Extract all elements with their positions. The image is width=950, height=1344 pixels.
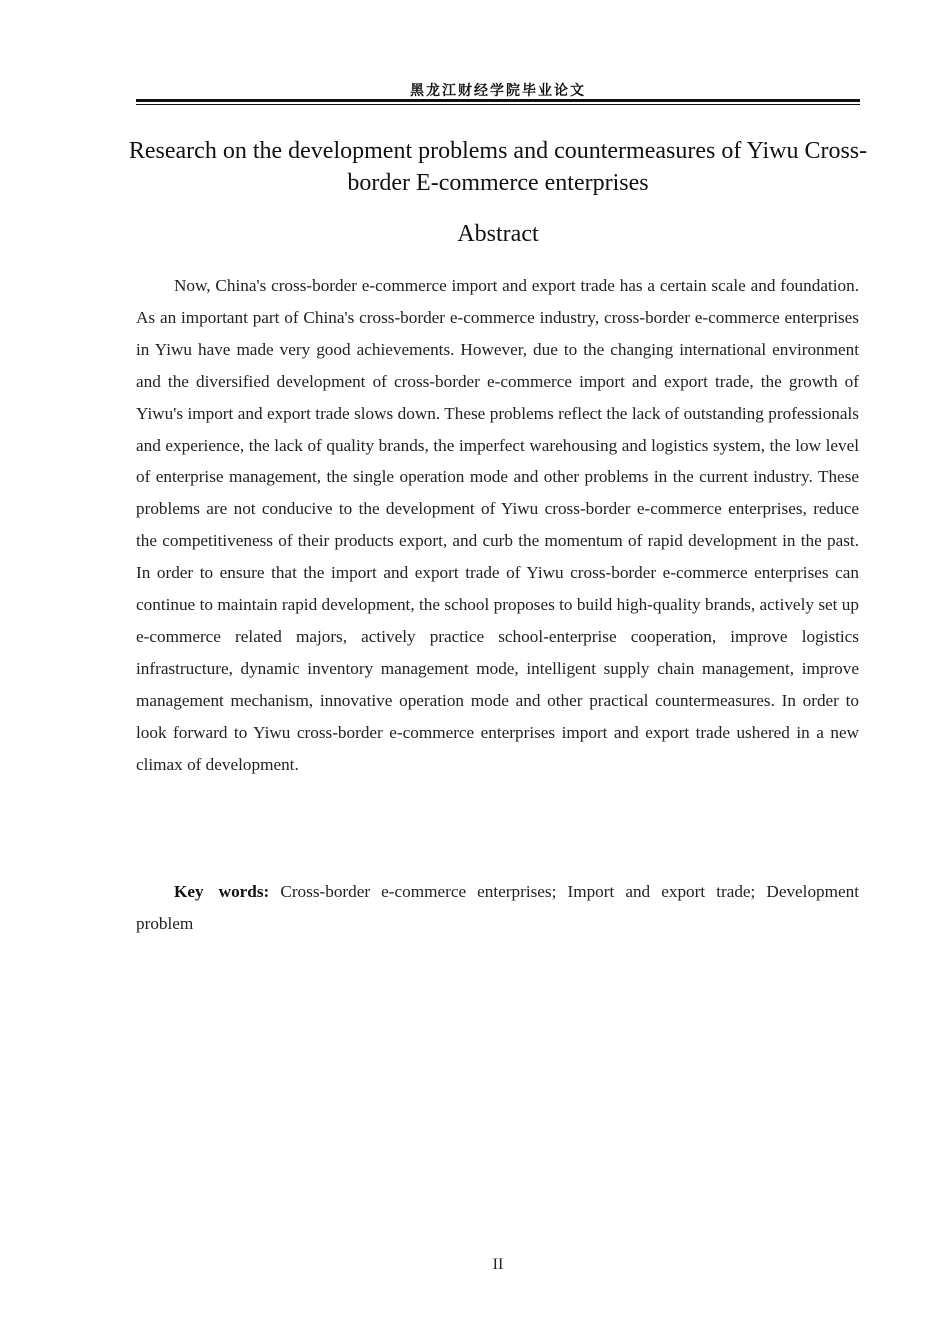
abstract-heading: Abstract <box>457 221 539 247</box>
running-header: 黑龙江财经学院毕业论文 <box>410 83 586 99</box>
keywords-label: Key words: <box>174 882 270 901</box>
header-rule-thick <box>136 99 860 102</box>
page-number: II <box>492 1256 504 1273</box>
document-title: Research on the development problems and countermeasures of Yiwu Cross-border E-commerce enterprises <box>128 138 868 196</box>
header-rule-thin <box>136 104 860 105</box>
abstract-paragraph: Now, China's cross-border e-commerce import and export trade has a certain scale and foundation. As an important part of China's cross-border e-commerce industry, cross-border e-commerce enterprises in Yiwu have made very good achievements. However, due to the changing international environment and the diversified development of cross-border e-commerce import and export trade, the growth of Yiwu's import and export trade slows down. These problems reflect the lack of outstanding professionals and experience, the lack of quality brands, the imperfect warehousing and logistics system, the low level of enterprise management, the single operation mode and other problems in the current industry. These problems are not conducive to the development of Yiwu cross-border e-commerce enterprises, reduce the competitiveness of their products export, and curb the momentum of rapid development in the past. In order to ensure that the import and export trade of Yiwu cross-border e-commerce enterprises can continue to maintain rapid development, the school proposes to build high-quality brands, actively set up e-commerce related majors, actively practice school-enterprise cooperation, improve logistics infrastructure, dynamic inventory management mode, intelligent supply chain management, improve management mechanism, innovative operation mode and other practical countermeasures. In order to look forward to Yiwu cross-border e-commerce enterprises import and export trade ushered in a new climax of development. <box>136 276 859 774</box>
keywords-paragraph <box>136 876 859 940</box>
keywords-text: Cross-border e-commerce enterprises; Import and export trade; Development problem <box>136 882 860 933</box>
